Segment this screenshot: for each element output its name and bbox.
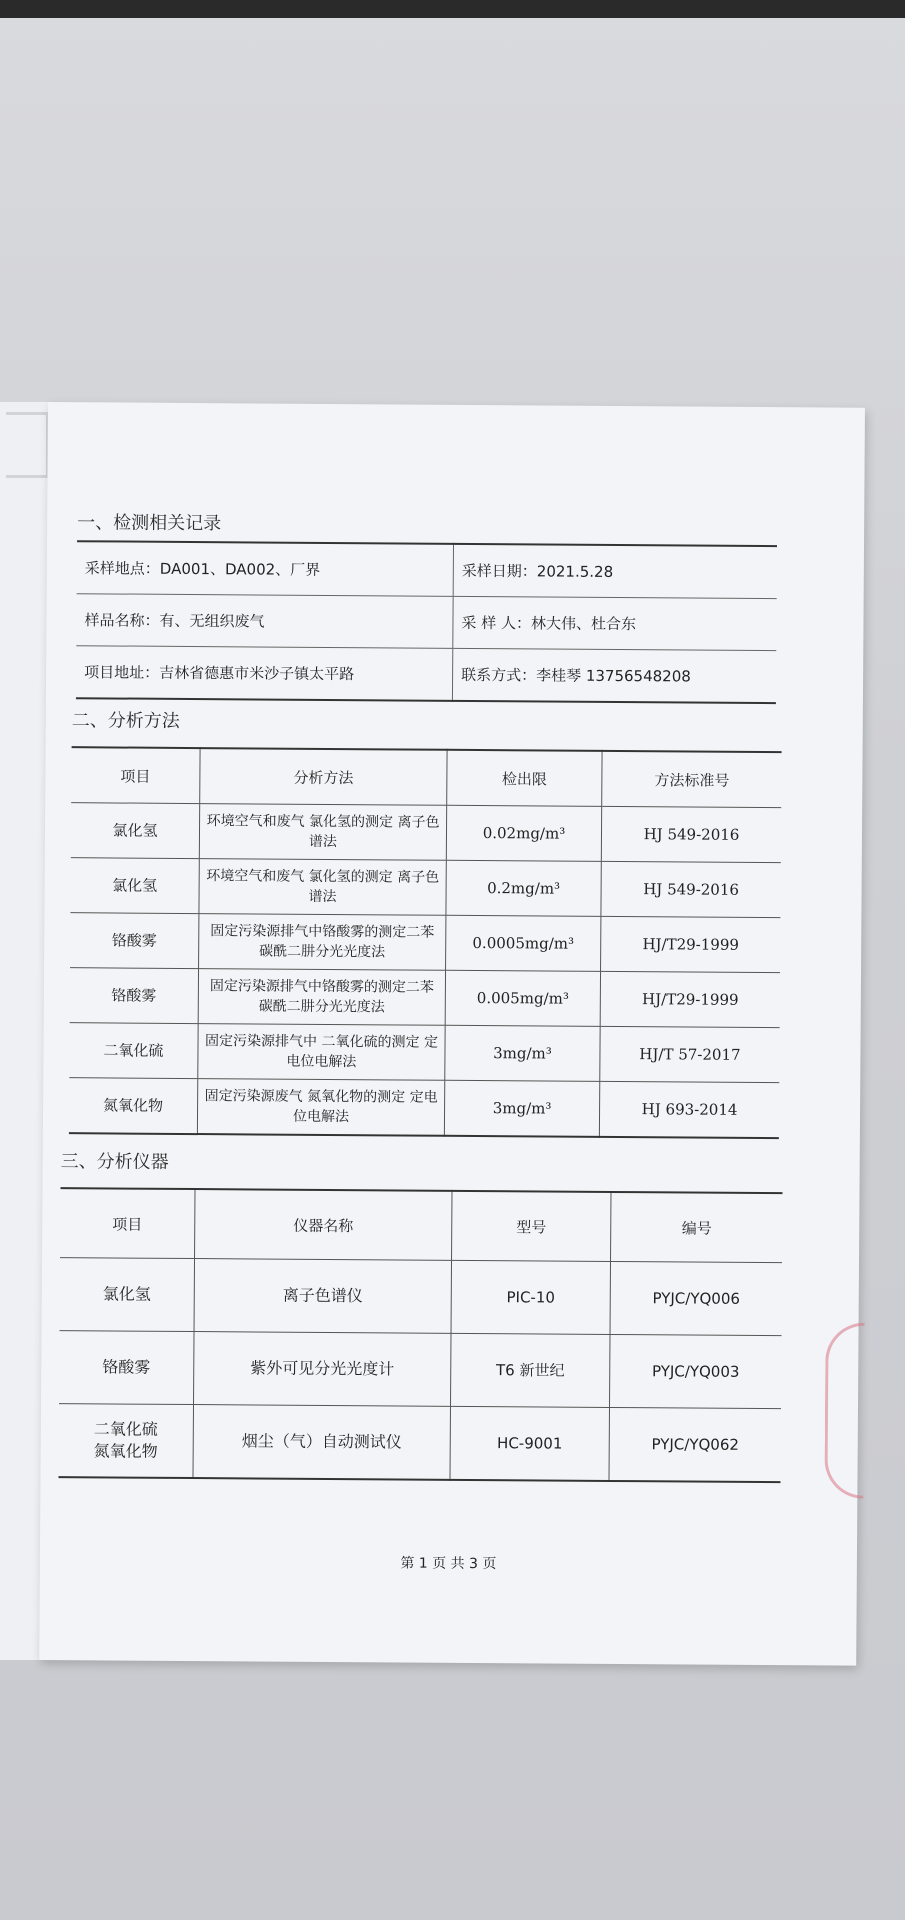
record-cell: 采 样 人：林大伟、杜合东: [453, 596, 777, 650]
code-cell: PYJC/YQ062: [609, 1407, 781, 1482]
standard-cell: HJ 549-2016: [601, 861, 781, 917]
method-table: [69, 746, 782, 1139]
table-row: [71, 803, 781, 863]
method-cell: 固定污染源排气中 二氧化硫的测定 定电位电解法: [198, 1024, 445, 1081]
method-cell: 固定污染源排气中铬酸雾的测定二苯碳酰二肼分光光度法: [198, 969, 445, 1026]
limit-cell: 0.02mg/m³: [446, 805, 601, 861]
column-header: 检出限: [447, 750, 602, 807]
standard-cell: HJ 549-2016: [601, 806, 781, 862]
table-header-row: [60, 1188, 782, 1263]
item-cell: 铬酸雾: [70, 968, 199, 1024]
instrument-name-cell: 离子色谱仪: [194, 1259, 452, 1334]
model-cell: PIC-10: [451, 1260, 611, 1334]
item-cell: 氯化氢: [60, 1258, 195, 1332]
instrument-name-cell: 烟尘（气）自动测试仪: [193, 1405, 451, 1480]
item-cell: 氯化氢: [71, 803, 200, 859]
record-table: [76, 540, 777, 704]
item-cell: 铬酸雾: [59, 1331, 194, 1405]
record-cell: 联系方式：李桂琴 13756548208: [461, 665, 691, 686]
column-header: 方法标准号: [602, 751, 782, 808]
model-cell: T6 新世纪: [450, 1333, 610, 1407]
column-header: 项目: [71, 747, 200, 803]
record-cell: 采样日期：2021.5.28: [453, 544, 777, 599]
table-row: [58, 1404, 780, 1483]
model-cell: HC-9001: [450, 1406, 610, 1481]
section3-title: 三、分析仪器: [60, 1151, 169, 1173]
limit-cell: 0.005mg/m³: [445, 970, 600, 1026]
table-row: [76, 646, 776, 703]
document-page: [39, 402, 865, 1666]
record-cell: 采样地点：DA001、DA002、厂界: [77, 541, 454, 596]
table-row: [70, 858, 780, 918]
item-cell: 氯化氢: [70, 858, 199, 914]
table-row: [77, 541, 777, 598]
instrument-name-cell: 紫外可见分光光度计: [194, 1332, 452, 1407]
standard-cell: HJ/T29-1999: [600, 971, 780, 1027]
limit-cell: 0.0005mg/m³: [446, 915, 601, 971]
table-row: [70, 913, 780, 973]
table-header-row: [71, 747, 781, 807]
code-cell: PYJC/YQ006: [610, 1261, 782, 1335]
record-cell: 样品名称：有、无组织废气: [76, 594, 453, 649]
section2-title: 二、分析方法: [71, 710, 180, 732]
column-header: 项目: [60, 1188, 195, 1258]
table-row: [70, 968, 780, 1028]
method-cell: 固定污染源排气中铬酸雾的测定二苯碳酰二肼分光光度法: [199, 914, 446, 971]
page-number: 第 1 页 共 3 页: [400, 1555, 497, 1573]
standard-cell: HJ/T 57-2017: [600, 1026, 780, 1082]
limit-cell: 3mg/m³: [445, 1025, 600, 1081]
logo-fragment: [6, 412, 49, 478]
limit-cell: 3mg/m³: [444, 1080, 599, 1137]
item-cell: 氮氧化物: [69, 1078, 198, 1134]
standard-cell: HJ/T29-1999: [601, 916, 781, 972]
record-cell: 项目地址：吉林省德惠市米沙子镇太平路: [76, 646, 453, 701]
column-header: 分析方法: [200, 748, 447, 805]
method-cell: 环境空气和废气 氯化氢的测定 离子色谱法: [199, 804, 446, 861]
table-row: [59, 1331, 781, 1409]
item-cell: 二氧化硫 氮氧化物: [58, 1404, 193, 1478]
code-cell: PYJC/YQ003: [609, 1334, 781, 1408]
table-row: [76, 594, 776, 651]
section1-title: 一、检测相关记录: [77, 512, 222, 535]
standard-cell: HJ 693-2014: [599, 1081, 779, 1138]
method-cell: 环境空气和废气 氯化氢的测定 离子色谱法: [199, 859, 446, 916]
background-edge: [0, 0, 905, 18]
method-cell: 固定污染源废气 氮氧化物的测定 定电位电解法: [197, 1079, 444, 1136]
item-cell: 铬酸雾: [70, 913, 199, 969]
table-row: [69, 1023, 779, 1083]
item-cell: 二氧化硫: [69, 1023, 198, 1079]
column-header: 编号: [611, 1192, 783, 1263]
table-row: [69, 1078, 779, 1138]
column-header: 仪器名称: [195, 1189, 452, 1260]
limit-cell: 0.2mg/m³: [446, 860, 601, 916]
column-header: 型号: [452, 1191, 611, 1262]
table-row: [60, 1258, 782, 1336]
red-stamp-icon: [824, 1322, 864, 1498]
instrument-table: [58, 1187, 782, 1483]
